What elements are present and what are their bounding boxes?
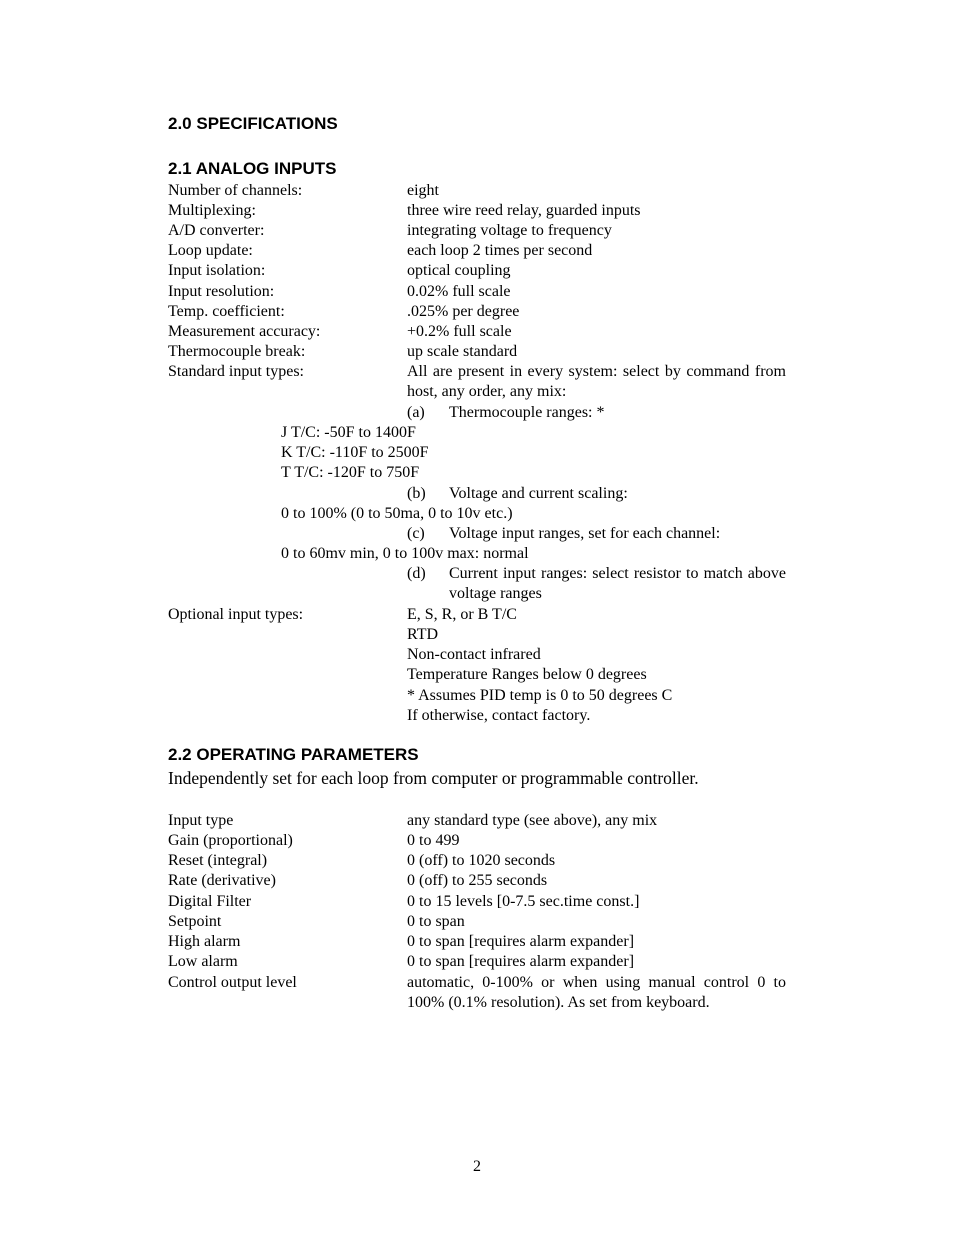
param-value: 0 to span <box>407 913 465 930</box>
spec-label: Number of channels: <box>168 182 303 199</box>
param-value: 0 to 15 levels [0-7.5 sec.time const.] <box>407 893 640 910</box>
list-marker: (d) <box>407 565 426 582</box>
list-marker: (a) <box>407 404 425 421</box>
param-label: Input type <box>168 812 234 829</box>
param-label: Digital Filter <box>168 893 252 910</box>
spec-label: Loop update: <box>168 242 253 259</box>
spec-value: integrating voltage to frequency <box>407 222 612 239</box>
param-label: Control output level <box>168 974 297 991</box>
param-label: Low alarm <box>168 953 238 970</box>
page-number: 2 <box>473 1158 481 1175</box>
param-label: Reset (integral) <box>168 852 268 869</box>
list-marker: (b) <box>407 485 426 502</box>
spec-label: Multiplexing: <box>168 202 256 219</box>
spec-value: eight <box>407 182 439 199</box>
list-marker: (c) <box>407 525 425 542</box>
spec-value: +0.2% full scale <box>407 323 512 340</box>
spec-value: RTD <box>407 626 439 643</box>
spec-label: Thermocouple break: <box>168 343 306 360</box>
spec-value: optical coupling <box>407 262 511 279</box>
param-label: Setpoint <box>168 913 222 930</box>
list-text: Voltage input ranges, set for each channel: <box>449 525 721 542</box>
range-line: 0 to 100% (0 to 50ma, 0 to 10v etc.) <box>281 505 513 522</box>
list-text: Current input ranges: select resistor to match above voltage ranges <box>449 565 786 603</box>
param-value: 0 to span [requires alarm expander] <box>407 953 635 970</box>
param-value: any standard type (see above), any mix <box>407 812 658 829</box>
section-heading-operating-parameters: 2.2 OPERATING PARAMETERS <box>168 745 419 764</box>
param-label: High alarm <box>168 933 241 950</box>
spec-value: three wire reed relay, guarded inputs <box>407 202 641 219</box>
spec-label: A/D converter: <box>168 222 265 239</box>
list-text: Thermocouple ranges: * <box>449 404 605 421</box>
param-value: 0 (off) to 1020 seconds <box>407 852 556 869</box>
spec-value: 0.02% full scale <box>407 283 511 300</box>
spec-value: Temperature Ranges below 0 degrees <box>407 666 647 683</box>
section-heading-specifications: 2.0 SPECIFICATIONS <box>168 114 338 133</box>
range-line: K T/C: -110F to 2500F <box>281 444 429 461</box>
param-value: automatic, 0-100% or when using manual control 0 to 100% (0.1% resolution). As set from keyboard. <box>407 974 786 1012</box>
spec-label: Standard input types: <box>168 363 304 380</box>
spec-value: each loop 2 times per second <box>407 242 593 259</box>
spec-label: Temp. coefficient: <box>168 303 285 320</box>
list-text: Voltage and current scaling: <box>449 485 628 502</box>
spec-value: * Assumes PID temp is 0 to 50 degrees C <box>407 687 673 704</box>
range-line: J T/C: -50F to 1400F <box>281 424 416 441</box>
spec-value: .025% per degree <box>407 303 520 320</box>
spec-label: Optional input types: <box>168 606 304 623</box>
param-value: 0 to span [requires alarm expander] <box>407 933 635 950</box>
param-value: 0 to 499 <box>407 832 460 849</box>
spec-label: Measurement accuracy: <box>168 323 321 340</box>
section-heading-analog-inputs: 2.1 ANALOG INPUTS <box>168 159 337 178</box>
spec-label: Input isolation: <box>168 262 266 279</box>
spec-value: All are present in every system: select by command from host, any order, any mix: <box>407 363 786 401</box>
spec-value: If otherwise, contact factory. <box>407 707 591 724</box>
param-label: Rate (derivative) <box>168 872 276 889</box>
param-label: Gain (proportional) <box>168 832 293 849</box>
spec-label: Input resolution: <box>168 283 275 300</box>
spec-value: E, S, R, or B T/C <box>407 606 517 623</box>
range-line: 0 to 60mv min, 0 to 100v max: normal <box>281 545 529 562</box>
range-line: T T/C: -120F to 750F <box>281 464 420 481</box>
spec-value: Non-contact infrared <box>407 646 541 663</box>
param-value: 0 (off) to 255 seconds <box>407 872 548 889</box>
operating-intro: Independently set for each loop from computer or programmable controller. <box>168 768 699 788</box>
spec-value: up scale standard <box>407 343 518 360</box>
